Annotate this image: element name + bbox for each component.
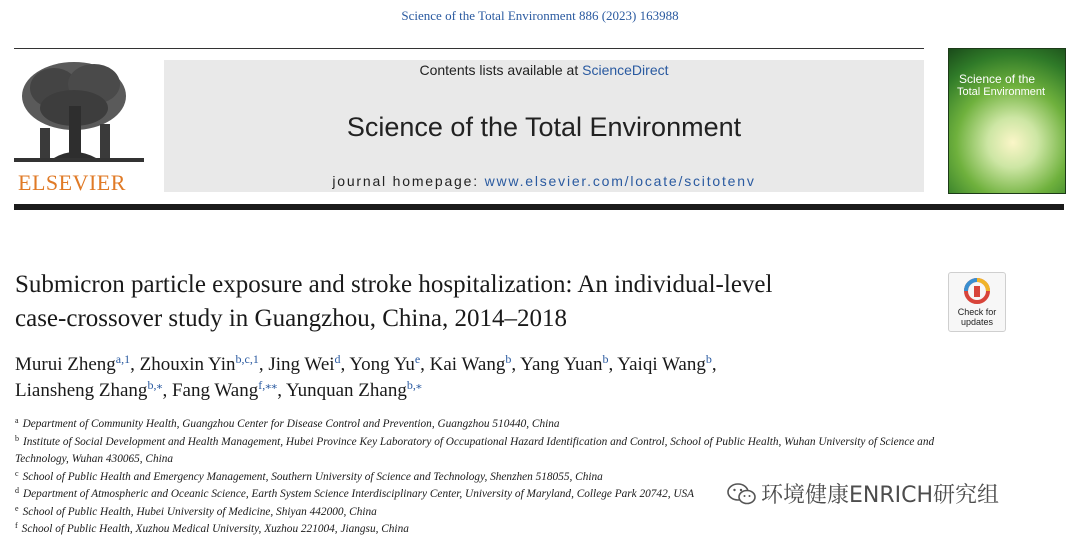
author-separator: , bbox=[162, 380, 172, 401]
header-divider bbox=[14, 48, 924, 49]
author-separator: , bbox=[608, 354, 618, 375]
journal-title: Science of the Total Environment bbox=[346, 112, 742, 142]
affiliation-text: School of Public Health, Hubei University of Medicine, Shiyan 442000, China bbox=[22, 505, 377, 518]
homepage-prefix: journal homepage: bbox=[332, 173, 485, 189]
affiliation-label: c bbox=[15, 468, 19, 478]
affiliation-label: a bbox=[15, 416, 19, 425]
crossmark-icon bbox=[964, 278, 990, 304]
author-separator: , bbox=[511, 354, 521, 375]
affiliation-item bbox=[15, 416, 945, 434]
badge-line-2: updates bbox=[960, 317, 994, 327]
author-separator: , bbox=[130, 354, 140, 375]
badge-line-1: Check for bbox=[957, 307, 997, 317]
affiliation-text: Institute of Social Development and Health Management, Hubei Province Key Laboratory of Occupational Hazard Identification and Control, School of Public Health, Wuhan University of Science and Technology, Wuhan 430065, China bbox=[15, 435, 935, 465]
watermark-text: 环境健康ENRICH研究组 bbox=[761, 483, 1000, 508]
contents-line bbox=[164, 62, 924, 78]
cover-title-line-2: Total Environment bbox=[957, 86, 1046, 98]
author-affiliation-marker[interactable]: f,⁎⁎ bbox=[258, 378, 278, 392]
author-affiliation-marker[interactable]: a,1 bbox=[115, 352, 131, 366]
author-separator: , bbox=[420, 354, 430, 375]
author-separator: , bbox=[277, 380, 286, 401]
author-name[interactable]: Fang Wang bbox=[171, 380, 259, 401]
wechat-watermark bbox=[727, 478, 999, 509]
author-affiliation-marker[interactable]: b bbox=[505, 352, 512, 366]
masthead bbox=[164, 60, 924, 192]
author-name[interactable]: Jing Wei bbox=[268, 354, 335, 375]
article-title-line-1: Submicron particle exposure and stroke hospitalization: An individual-level bbox=[15, 271, 773, 298]
affiliation-label: d bbox=[15, 486, 19, 495]
author-separator: , bbox=[258, 354, 269, 375]
author-affiliation-marker[interactable]: b,⁎ bbox=[406, 378, 422, 392]
cover-title-line-1: Science of the bbox=[959, 72, 1036, 86]
affiliation-item bbox=[15, 434, 945, 469]
journal-homepage bbox=[164, 173, 924, 189]
sciencedirect-link[interactable]: ScienceDirect bbox=[582, 62, 669, 78]
article-title bbox=[15, 268, 915, 336]
affiliation-item bbox=[15, 521, 945, 539]
affiliation-label: e bbox=[15, 503, 19, 513]
publisher-wordmark: ELSEVIER bbox=[18, 170, 126, 195]
check-for-updates-button[interactable] bbox=[948, 272, 1006, 332]
author-name[interactable]: Yong Yu bbox=[349, 354, 415, 375]
badge-text bbox=[949, 307, 1005, 327]
wechat-icon bbox=[727, 482, 757, 506]
journal-cover-thumbnail[interactable] bbox=[948, 48, 1066, 194]
author-separator: , bbox=[711, 354, 717, 375]
author-name[interactable]: Yaiqi Wang bbox=[617, 354, 706, 375]
affiliation-text: School of Public Health, Xuzhou Medical University, Xuzhou 221004, Jiangsu, China bbox=[21, 523, 409, 535]
affiliation-label: b bbox=[15, 433, 19, 443]
author-name[interactable]: Liansheng Zhang bbox=[15, 380, 148, 401]
affiliation-label: f bbox=[15, 521, 18, 530]
author-name[interactable]: Zhouxin Yin bbox=[139, 354, 236, 375]
author-affiliation-marker[interactable]: b bbox=[705, 352, 712, 366]
affiliation-text: Department of Community Health, Guangzhou Center for Disease Control and Prevention, Guangzhou 510440, China bbox=[22, 418, 560, 430]
author-name[interactable]: Murui Zheng bbox=[15, 354, 116, 375]
author-affiliation-marker[interactable]: d bbox=[334, 352, 341, 366]
author-affiliation-marker[interactable]: b,⁎ bbox=[147, 378, 163, 392]
homepage-link[interactable]: www.elsevier.com/locate/scitotenv bbox=[484, 173, 756, 189]
author-name[interactable]: Yunquan Zhang bbox=[286, 380, 407, 401]
affiliation-text: Department of Atmospheric and Oceanic Science, Earth System Science Interdisciplinary Center, University of Maryland, College Park 20742, USA bbox=[23, 488, 695, 500]
author-affiliation-marker[interactable]: e bbox=[414, 352, 421, 366]
contents-prefix: Contents lists available at bbox=[419, 62, 583, 78]
author-name[interactable]: Yang Yuan bbox=[520, 354, 603, 375]
article-title-line-2: case-crossover study in Guangzhou, China, 2014–2018 bbox=[15, 305, 567, 332]
author-name[interactable]: Kai Wang bbox=[429, 354, 506, 375]
masthead-divider bbox=[14, 204, 1064, 210]
author-affiliation-marker[interactable]: b bbox=[602, 352, 609, 366]
journal-reference[interactable]: Science of the Total Environment 886 (2023) 163988 bbox=[401, 8, 679, 23]
author-affiliation-marker[interactable]: b,c,1 bbox=[235, 352, 259, 366]
affiliation-text: School of Public Health and Emergency Management, Southern University of Science and Technology, Shenzhen 518055, China bbox=[22, 470, 603, 483]
author-list bbox=[15, 352, 935, 404]
author-separator: , bbox=[340, 354, 350, 375]
